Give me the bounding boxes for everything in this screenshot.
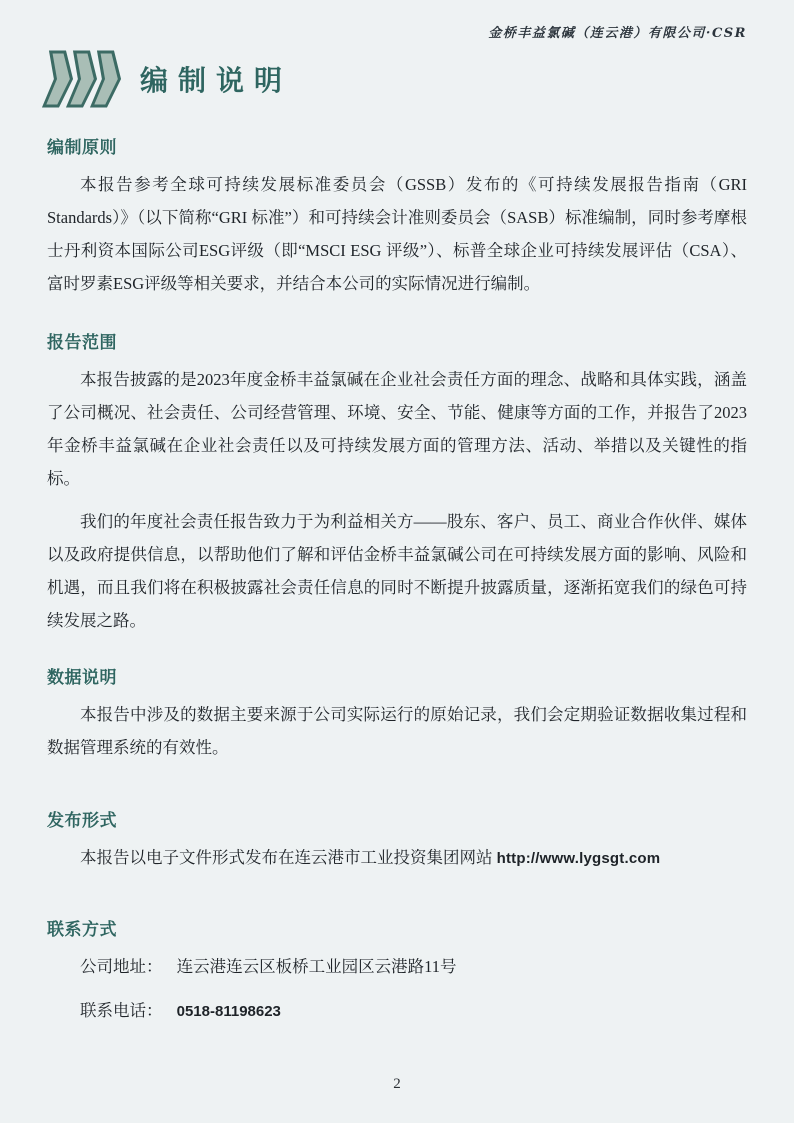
page-header xyxy=(47,0,747,41)
section-heading: 报告范围 xyxy=(47,333,117,352)
contact-phone-label: 联系电话： xyxy=(80,1001,163,1020)
page-title: 编制说明 xyxy=(140,65,293,96)
contact-address-value: 连云港连云区板桥工业园区云港路11号 xyxy=(176,957,457,976)
section-report-scope xyxy=(47,328,747,637)
section-compilation-principles xyxy=(47,133,747,300)
section-release-form xyxy=(47,806,747,875)
section-heading: 发布形式 xyxy=(47,811,117,830)
page-number: 2 xyxy=(393,1076,401,1092)
section-paragraph: 本报告参考全球可持续发展标准委员会（GSSB）发布的《可持续发展报告指南（GRI Standards）》（以下简称“GRI 标准”）和可持续会计准则委员会（SASB）标准编制，同时参考摩根士丹利资本国际公司ESG评级（即“MSCI ESG 评级”）、标普全球企业可持续发展评估（CSA）、富时罗素ESG评级等相关要求，并结合本公司的实际情况进行编制。 xyxy=(47,175,747,293)
contact-address-label: 公司地址： xyxy=(80,957,163,976)
section-paragraph: 我们的年度社会责任报告致力于为利益相关方——股东、客户、员工、商业合作伙伴、媒体以及政府提供信息，以帮助他们了解和评估金桥丰益氯碱公司在可持续发展方面的影响、风险和机遇，而且我们将在积极披露社会责任信息的同时不断提升披露质量，逐渐拓宽我们的绿色可持续发展之路。 xyxy=(47,512,747,630)
website-url: http://www.lygsgt.com xyxy=(496,850,661,867)
section-heading: 数据说明 xyxy=(47,668,117,687)
chapter-title-band xyxy=(40,49,747,109)
company-header-text: 金桥丰益氯碱（连云港）有限公司·CSR xyxy=(488,26,747,41)
section-paragraph: 本报告披露的是2023年度金桥丰益氯碱在企业社会责任方面的理念、战略和具体实践，涵盖了公司概况、社会责任、公司经营管理、环境、安全、节能、健康等方面的工作，并报告了2023 年金桥丰益氯碱在企业社会责任以及可持续发展方面的管理方法、活动、举措以及关键性的指标。 xyxy=(47,370,747,488)
contact-phone-line xyxy=(47,996,747,1027)
section-paragraph xyxy=(47,841,747,875)
release-text: 本报告以电子文件形式发布在连云港市工业投资集团网站 xyxy=(80,848,497,867)
section-paragraph: 本报告中涉及的数据主要来源于公司实际运行的原始记录，我们会定期验证数据收集过程和数据管理系统的有效性。 xyxy=(47,705,747,757)
contact-phone-value: 0518-81198623 xyxy=(176,1003,281,1020)
contact-address-line xyxy=(47,952,747,982)
triple-chevron-icon xyxy=(40,49,126,109)
section-contact-info xyxy=(47,915,747,1027)
section-heading: 联系方式 xyxy=(47,920,117,939)
section-data-description xyxy=(47,663,747,764)
section-heading: 编制原则 xyxy=(47,138,117,157)
